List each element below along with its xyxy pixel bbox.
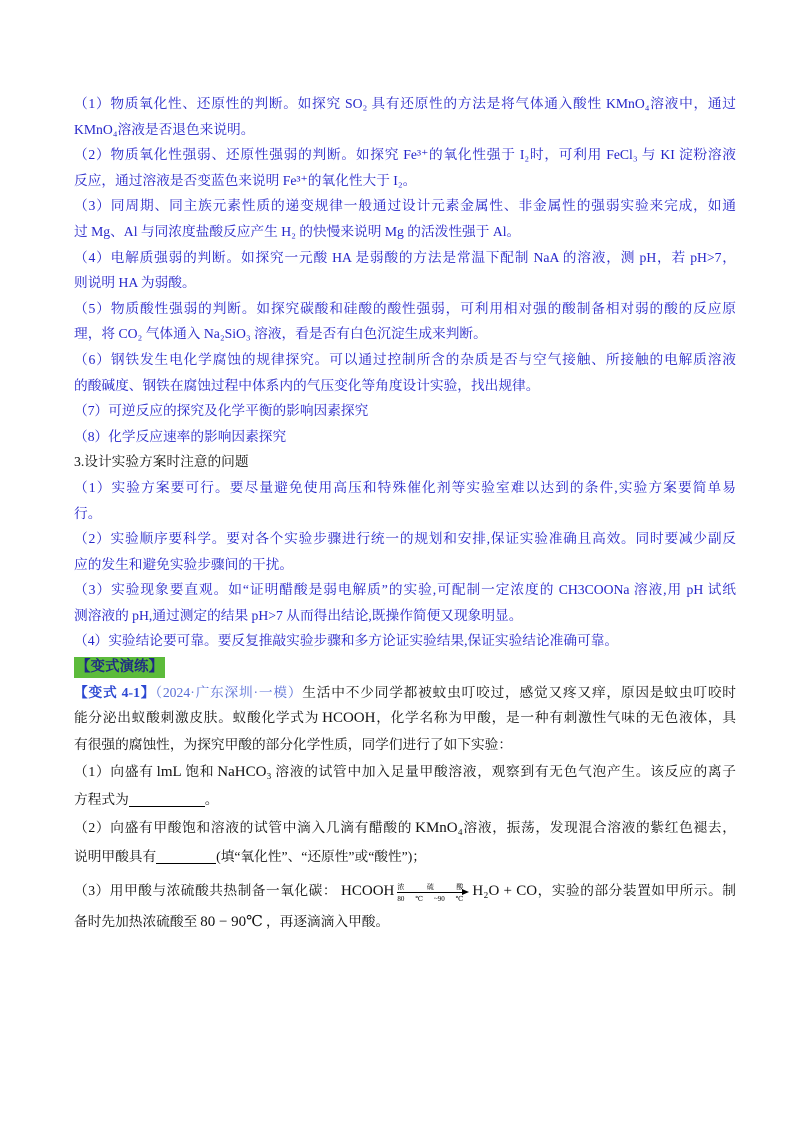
text-line: （3）实验现象要直观。如“证明醋酸是弱电解质”的实验,可配制一定浓度的 CH3COONa 溶液,用 pH 试纸 <box>74 582 736 598</box>
question-text: （1）向盛有 <box>74 763 154 779</box>
reaction-arrow <box>397 882 469 903</box>
reaction-condition-below: 80℃~90℃ <box>397 894 464 903</box>
intro-point-6 <box>74 347 736 398</box>
exercise-source: （2024·广东深圳·一模） <box>155 684 303 700</box>
text-line: 则说明 HA 为弱酸。 <box>74 275 196 291</box>
question-text: ，再逐滴滴入甲酸。 <box>265 913 390 929</box>
question-1-line <box>74 758 736 786</box>
intro-point-3 <box>74 193 736 244</box>
question-text: ，实验的部分装置如甲所示。制 <box>537 882 736 898</box>
answer-blank <box>156 851 216 864</box>
question-3-line <box>74 909 736 935</box>
exercise-stem-text: 生活中不少同学都被蚊虫叮咬过，感觉又疼又痒，原因是蚊虫叮咬时 <box>302 684 736 700</box>
question-text: 饱和 <box>184 763 215 779</box>
reagent-formula: NaHCO₃ <box>217 763 272 780</box>
practice-heading-line <box>74 654 736 680</box>
text-line: （4）实验结论要可靠。要反复推敲实验步骤和多方论证实验结果,保证实验结论准确可靠。 <box>74 633 619 649</box>
text-line: （2）物质氧化性强弱、还原性强弱的判断。如探究 Fe³⁺的氧化性强于 I₂时，可利用 FeCl₃ 与 KI 淀粉溶液 <box>74 147 736 163</box>
exercise-stem-line: 有很强的腐蚀性，为探究甲酸的部分化学性质，同学们进行了如下实验： <box>74 736 513 752</box>
question-text: 备时先加热浓硫酸至 <box>74 913 198 929</box>
intro-point-4 <box>74 245 736 296</box>
text-line: KMnO₄溶液是否退色来说明。 <box>74 121 255 137</box>
formic-acid-formula: HCOOH <box>322 709 376 726</box>
exercise-stem-line <box>74 680 736 705</box>
text-line: 过 Mg、Al 与同浓度盐酸反应产生 H₂ 的快慢来说明 Mg 的活泼性强于 Al。 <box>74 223 521 239</box>
text-line: 应的发生和避免实验步骤间的干扰。 <box>74 556 294 572</box>
text-line: （7）可逆反应的探究及化学平衡的影响因素探究 <box>74 403 369 419</box>
text-line: （4）电解质强弱的判断。如探究一元酸 HA 是弱酸的方法是常温下配制 NaA 的溶液，测 pH，若 pH>7， <box>74 249 736 265</box>
text-line: （5）物质酸性强弱的判断。如探究碳酸和硅酸的酸性强弱，可利用相对强的酸制备相对弱的酸的反应原 <box>74 300 736 316</box>
exercise-stem-line <box>74 705 736 731</box>
text-line: 行。 <box>74 505 102 521</box>
intro-point-1 <box>74 91 736 142</box>
intro-point-2 <box>74 142 736 193</box>
question-2-line <box>74 814 736 841</box>
text-line: （3）同周期、同主族元素性质的递变规律一般通过设计元素金属性、非金属性的强弱实验来完成，如通 <box>74 198 736 214</box>
question-text: 说明甲酸具有 <box>74 848 157 864</box>
question-text: (填“氧化性”、“还原性”或“酸性”)； <box>216 848 426 864</box>
design-point-4 <box>74 628 736 654</box>
design-point-3 <box>74 577 736 628</box>
question-text: 方程式为 <box>74 791 129 807</box>
question-text: 。 <box>204 791 219 807</box>
volume-value: lmL <box>156 763 182 780</box>
question-text: 溶液的试管中加入足量甲酸溶液，观察到有无色气泡产生。该反应的离子 <box>274 763 736 779</box>
question-2-line <box>74 841 736 873</box>
text-line: 测溶液的 pH,通过测定的结果 pH>7 从而得出结论,既操作简便又现象明显。 <box>74 607 523 623</box>
text-line: 的酸碱度、钢铁在腐蚀过程中体系内的气压变化等角度设计实验，找出规律。 <box>74 377 540 393</box>
exercise <box>74 680 736 935</box>
question-3-line <box>74 873 736 909</box>
temperature-range: 80 − 90℃ <box>200 913 263 930</box>
text-line: （6）钢铁发生电化学腐蚀的规律探究。可以通过控制所含的杂质是否与空气接触、所接触的电解质溶液 <box>74 351 736 367</box>
reaction-condition-above: 浓硫酸 <box>397 882 464 891</box>
reagent-formula: KMnO₄ <box>415 819 463 836</box>
intro-point-7 <box>74 398 736 424</box>
question-text: （3）用甲酸与浓硫酸共热制备一氧化碳： <box>74 882 338 898</box>
reactant-formula: HCOOH <box>341 882 395 899</box>
text-line: 反应，通过溶液是否变蓝色来说明 Fe³⁺的氧化性大于 I₂。 <box>74 172 417 188</box>
question-1-line <box>74 786 736 814</box>
exercise-stem-text: ，化学名称为甲酸，是一种有刺激性气味的无色液体，具 <box>375 709 736 725</box>
design-point-2 <box>74 526 736 577</box>
intro-point-5 <box>74 296 736 347</box>
section-heading: 3.设计实验方案时注意的问题 <box>74 454 249 470</box>
text-line: （1）物质氧化性、还原性的判断。如探究 SO₂ 具有还原性的方法是将气体通入酸性 KMnO₄溶液中，通过 <box>74 96 736 111</box>
exercise-stem-text: 能分泌出蚁酸刺激皮肤。蚁酸化学式为 <box>74 709 320 725</box>
document-body <box>74 91 736 935</box>
reaction-equation <box>341 882 538 903</box>
text-line: （2）实验顺序要科学。要对各个实验步骤进行统一的规划和安排,保证实验准确且高效。同时要减少副反 <box>74 531 736 547</box>
exercise-label: 【变式 4-1】 <box>74 684 156 700</box>
practice-section-label: 【变式演练】 <box>74 657 165 678</box>
question-text: 溶液，振荡，发现混合溶液的紫红色褪去， <box>462 819 736 835</box>
question-text: （2）向盛有甲酸饱和溶液的试管中滴入几滴有醋酸的 <box>74 819 413 835</box>
text-line: （1）实验方案要可行。要尽量避免使用高压和特殊催化剂等实验室难以达到的条件,实验方案要简单易 <box>74 479 736 495</box>
text-line: （8）化学反应速率的影响因素探究 <box>74 428 287 444</box>
intro-point-8 <box>74 424 736 450</box>
design-point-1 <box>74 475 736 526</box>
product-formula: H₂O + CO <box>472 882 538 899</box>
text-line: 理，将 CO₂ 气体通入 Na₂SiO₃ 溶液，看是否有白色沉淀生成来判断。 <box>74 326 487 342</box>
answer-blank <box>129 794 205 807</box>
